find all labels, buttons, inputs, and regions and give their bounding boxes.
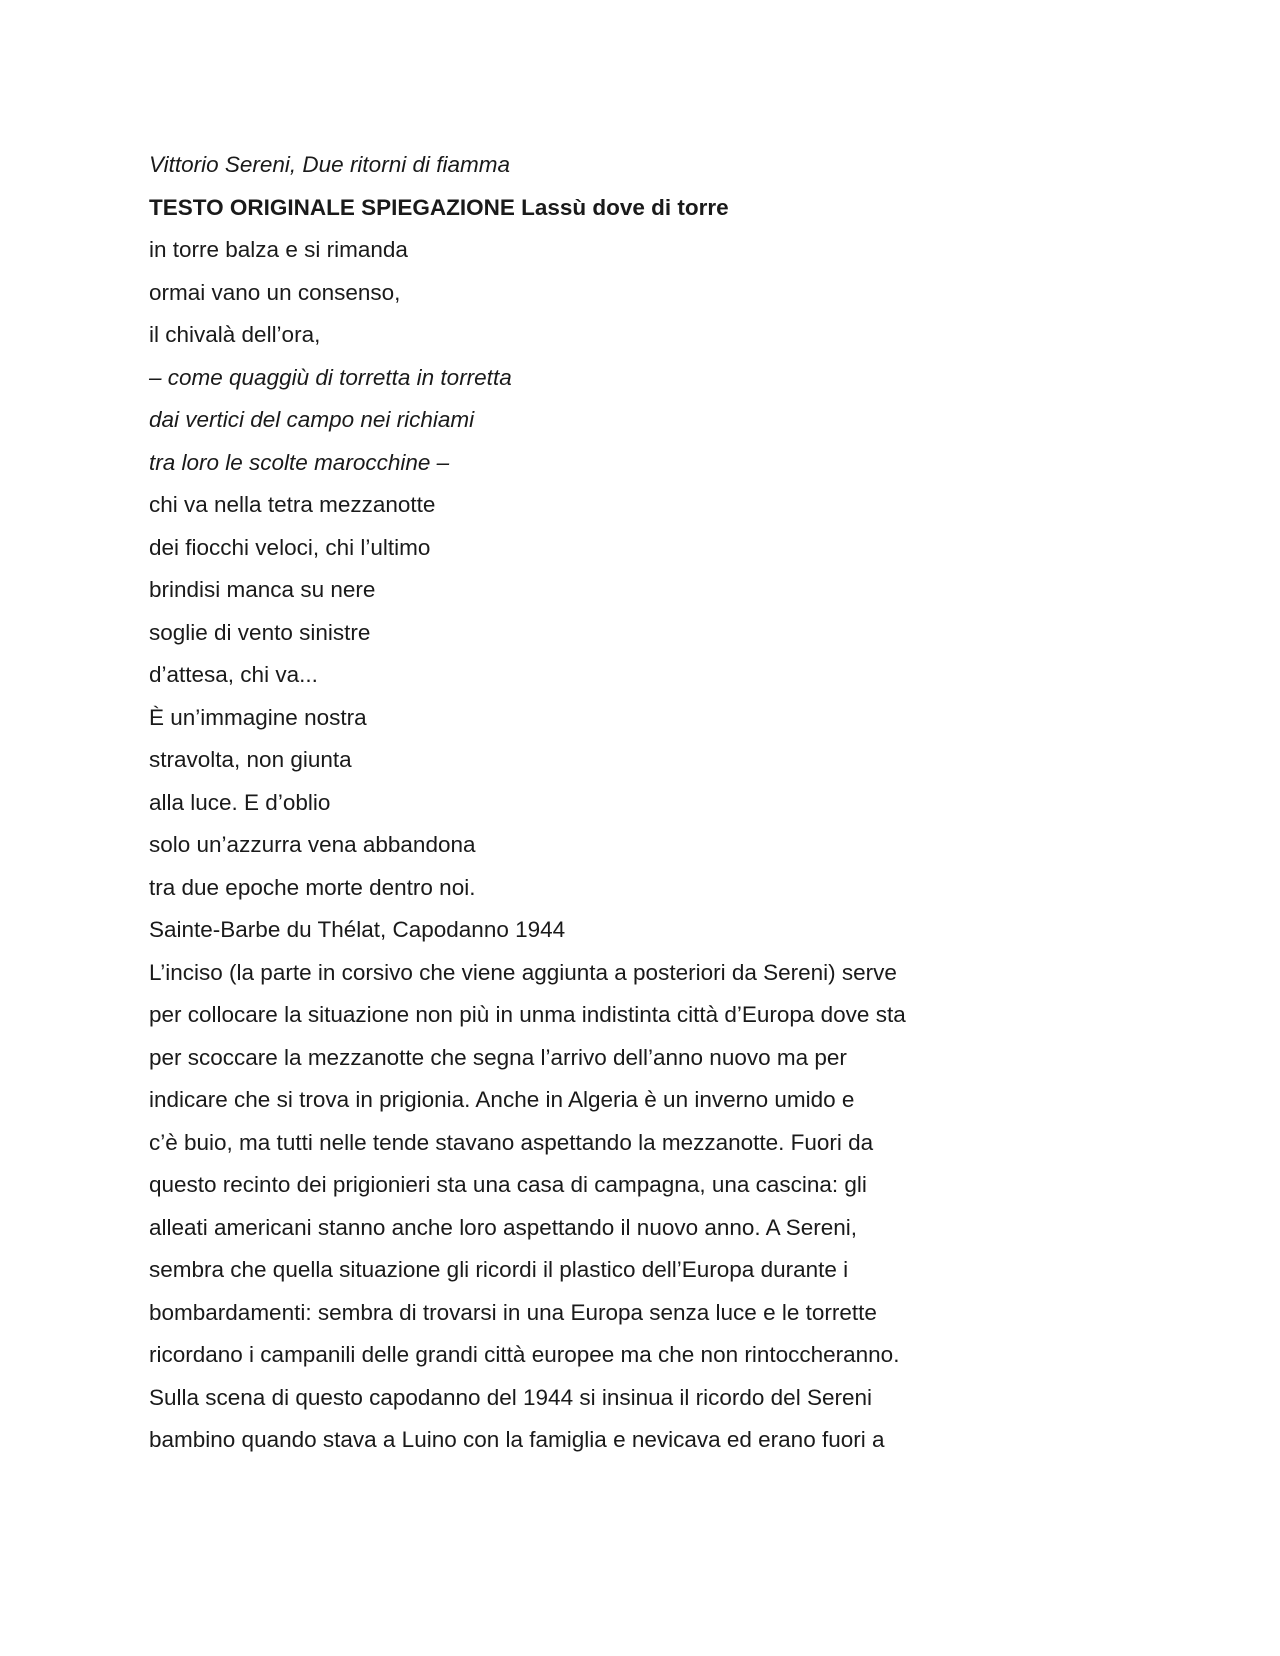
poem-line: stravolta, non giunta <box>149 747 352 772</box>
poem-line: d’attesa, chi va... <box>149 662 318 687</box>
document-subheading: TESTO ORIGINALE SPIEGAZIONE Lassù dove di torre <box>149 194 729 220</box>
prose-line: ricordano i campanili delle grandi città europee ma che non rintoccheranno. <box>149 1342 900 1367</box>
poem-line: in torre balza e si rimanda <box>149 237 408 262</box>
poem-line: ormai vano un consenso, <box>149 279 401 305</box>
poem-line: tra due epoche morte dentro noi. <box>149 874 476 900</box>
document-title: Vittorio Sereni, Due ritorni di fiamma <box>149 152 510 177</box>
prose-line: per collocare la situazione non più in unma indistinta città d’Europa dove sta <box>149 1002 906 1027</box>
poem-line: È un’immagine nostra <box>149 704 367 730</box>
poem-line: chi va nella tetra mezzanotte <box>149 492 436 517</box>
poem-line: soglie di vento sinistre <box>149 619 371 645</box>
prose-block <box>149 952 1149 1462</box>
poem-line: alla luce. E d’oblio <box>149 789 331 815</box>
poem-line: dai vertici del campo nei richiami <box>149 407 475 432</box>
poem-signature: Sainte-Barbe du Thélat, Capodanno 1944 <box>149 917 566 942</box>
prose-line: L’inciso (la parte in corsivo che viene aggiunta a posteriori da Sereni) serve <box>149 959 897 985</box>
poem-line: tra loro le scolte marocchine – <box>149 449 450 475</box>
prose-line: bambino quando stava a Luino con la famiglia e nevicava ed erano fuori a <box>149 1427 885 1452</box>
prose-line: Sulla scena di questo capodanno del 1944 si insinua il ricordo del Sereni <box>149 1384 872 1410</box>
poem-line: solo un’azzurra vena abbandona <box>149 832 476 857</box>
prose-line: per scoccare la mezzanotte che segna l’arrivo dell’anno nuovo ma per <box>149 1044 847 1070</box>
prose-line: questo recinto dei prigionieri sta una casa di campagna, una cascina: gli <box>149 1172 867 1197</box>
poem-line: brindisi manca su nere <box>149 577 376 602</box>
prose-line: indicare che si trova in prigionia. Anche in Algeria è un inverno umido e <box>149 1087 855 1112</box>
poem-line: il chivalà dell’ora, <box>149 322 321 347</box>
poem-line: – come quaggiù di torretta in torretta <box>149 364 512 390</box>
prose-line: bombardamenti: sembra di trovarsi in una Europa senza luce e le torrette <box>149 1299 877 1325</box>
document-body <box>149 144 1149 1462</box>
poem-block <box>149 229 1149 909</box>
prose-line: alleati americani stanno anche loro aspettando il nuovo anno. A Sereni, <box>149 1214 857 1240</box>
prose-line: c’è buio, ma tutti nelle tende stavano aspettando la mezzanotte. Fuori da <box>149 1129 874 1155</box>
poem-line: dei fiocchi veloci, chi l’ultimo <box>149 534 431 560</box>
prose-line: sembra che quella situazione gli ricordi il plastico dell’Europa durante i <box>149 1257 849 1282</box>
